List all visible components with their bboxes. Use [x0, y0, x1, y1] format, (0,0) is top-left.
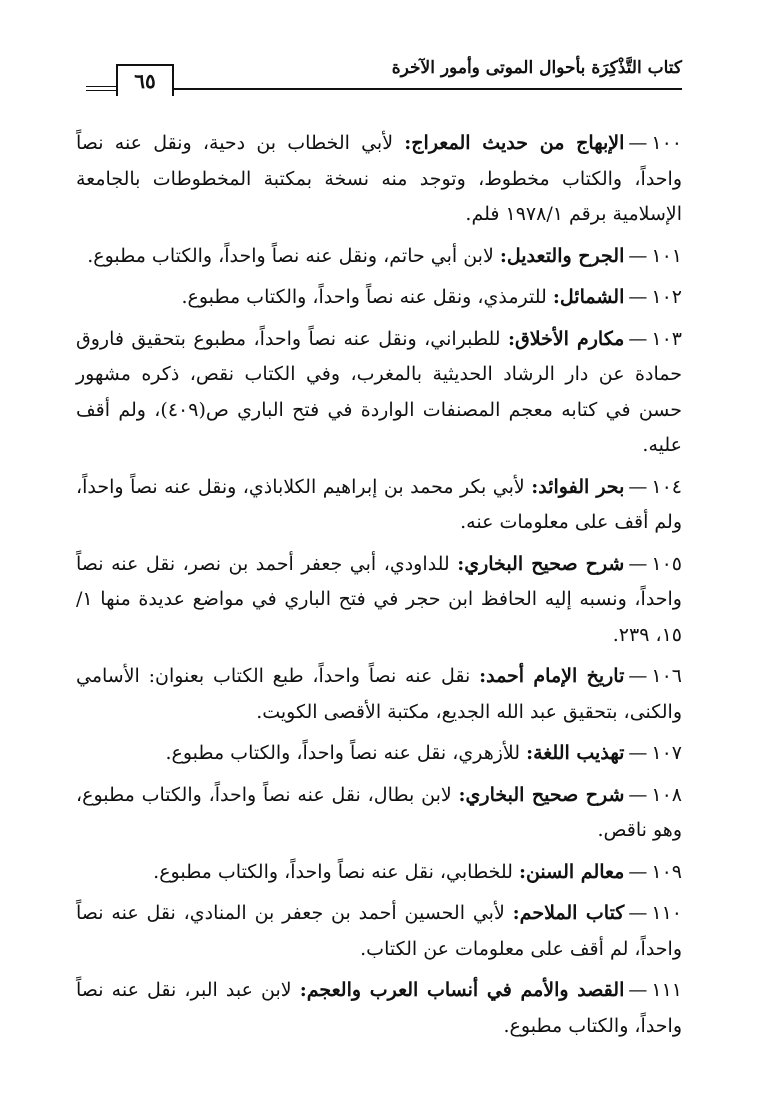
entry-dash: — — [628, 244, 648, 267]
running-title: كتاب التَّذْكِرَة بأحوال الموتى وأمور الآخرة — [391, 58, 682, 78]
entry-list — [76, 126, 682, 1050]
entry-text: لابن بطال، نقل عنه نصاً واحداً، والكتاب مطبوع، وهو ناقص. — [76, 783, 682, 841]
list-item — [76, 280, 682, 316]
entry-number: ١٠٣ — [651, 327, 682, 350]
entry-title: الشمائل: — [552, 286, 625, 308]
entry-number: ١٠٥ — [651, 552, 682, 575]
list-item — [76, 470, 682, 541]
entry-dash: — — [628, 902, 648, 924]
entry-number: ١١١ — [651, 979, 682, 1001]
entry-text: نقل عنه نصاً واحداً، طبع الكتاب بعنوان: الأسامي والكنى، بتحقيق عبد الله الجديع، مكتبة الأقصى الكويت. — [76, 665, 682, 723]
entry-title: الجرح والتعديل: — [499, 244, 625, 267]
entry-number: ١٠٧ — [651, 742, 682, 764]
list-item — [76, 896, 682, 967]
entry-number: ١٠٨ — [651, 783, 682, 806]
entry-title: تاريخ الإمام أحمد: — [479, 665, 625, 687]
entry-number: ١٠١ — [651, 244, 682, 267]
header-rule-left-bottom — [86, 90, 116, 91]
page-number: ٦٥ — [116, 64, 174, 96]
list-item — [76, 855, 682, 891]
entry-title: القصد والأمم في أنساب العرب والعجم: — [299, 979, 625, 1001]
header-rule — [168, 88, 682, 90]
list-item — [76, 239, 682, 275]
list-item — [76, 973, 682, 1044]
list-item — [76, 322, 682, 464]
entry-dash: — — [628, 742, 648, 764]
list-item — [76, 659, 682, 730]
entry-number: ١١٠ — [651, 902, 682, 924]
entry-dash: — — [628, 475, 648, 498]
entry-number: ١٠٠ — [651, 132, 682, 154]
entry-text: للداودي، أبي جعفر أحمد بن نصر، نقل عنه نصاً واحداً، ونسبه إليه الحافظ ابن حجر في فتح الباري في مواضع عديدة منها ١/ ١٥، ٢٣٩. — [76, 552, 682, 646]
entry-text: لابن أبي حاتم، ونقل عنه نصاً واحداً، والكتاب مطبوع. — [87, 244, 494, 267]
entry-title: كتاب الملاحم: — [512, 902, 625, 924]
entry-number: ١٠٢ — [651, 286, 682, 308]
entry-title: بحر الفوائد: — [531, 475, 625, 498]
entry-text: لأبي الخطاب بن دحية، ونقل عنه نصاً واحداً، والكتاب مخطوط، وتوجد منه نسخة بمكتبة المخطوطات بالجامعة الإسلامية برقم ١٩٧٨/١ فلم. — [76, 132, 682, 225]
entry-title: شرح صحيح البخاري: — [458, 783, 625, 806]
entry-text: للأزهري، نقل عنه نصاً واحداً، والكتاب مطبوع. — [165, 742, 521, 764]
entry-text: للخطابي، نقل عنه نصاً واحداً، والكتاب مطبوع. — [153, 860, 513, 883]
entry-title: شرح صحيح البخاري: — [457, 552, 625, 575]
entry-text: لأبي الحسين أحمد بن جعفر بن المنادي، نقل عنه نصاً واحداً، لم أقف على معلومات عن الكتاب. — [76, 902, 682, 960]
list-item — [76, 736, 682, 772]
entry-dash: — — [628, 286, 648, 308]
entry-title: مكارم الأخلاق: — [507, 327, 625, 350]
entry-text: للطبراني، ونقل عنه نصاً واحداً، مطبوع بتحقيق فاروق حمادة عن دار الرشاد الحديثية بالمغرب، وفي الكتاب نقص، ذكره مشهور حسن في كتابه معجم المصنفات الواردة في فتح الباري ص(٤٠٩)، ولم أقف عليه. — [76, 327, 682, 456]
entry-dash: — — [628, 132, 648, 154]
entry-dash: — — [628, 552, 648, 575]
entry-dash: — — [628, 327, 648, 350]
entry-text: لأبي بكر محمد بن إبراهيم الكلاباذي، ونقل عنه نصاً واحداً، ولم أقف على معلومات عنه. — [76, 475, 682, 533]
list-item — [76, 547, 682, 654]
entry-dash: — — [628, 783, 648, 806]
page-header — [86, 54, 682, 98]
entry-dash: — — [628, 979, 648, 1001]
entry-number: ١٠٦ — [651, 665, 682, 687]
entry-text: للترمذي، ونقل عنه نصاً واحداً، والكتاب مطبوع. — [181, 286, 547, 308]
list-item — [76, 778, 682, 849]
entry-title: معالم السنن: — [518, 860, 625, 883]
entry-text: لابن عبد البر، نقل عنه نصاً واحداً، والكتاب مطبوع. — [76, 979, 682, 1037]
entry-title: الإبهاج من حديث المعراج: — [404, 132, 625, 154]
entry-number: ١٠٩ — [651, 860, 682, 883]
entry-title: تهذيب اللغة: — [526, 742, 625, 764]
entry-dash: — — [628, 860, 648, 883]
entry-dash: — — [628, 665, 648, 687]
header-rule-left-top — [86, 86, 116, 87]
list-item — [76, 126, 682, 233]
entry-number: ١٠٤ — [651, 475, 682, 498]
